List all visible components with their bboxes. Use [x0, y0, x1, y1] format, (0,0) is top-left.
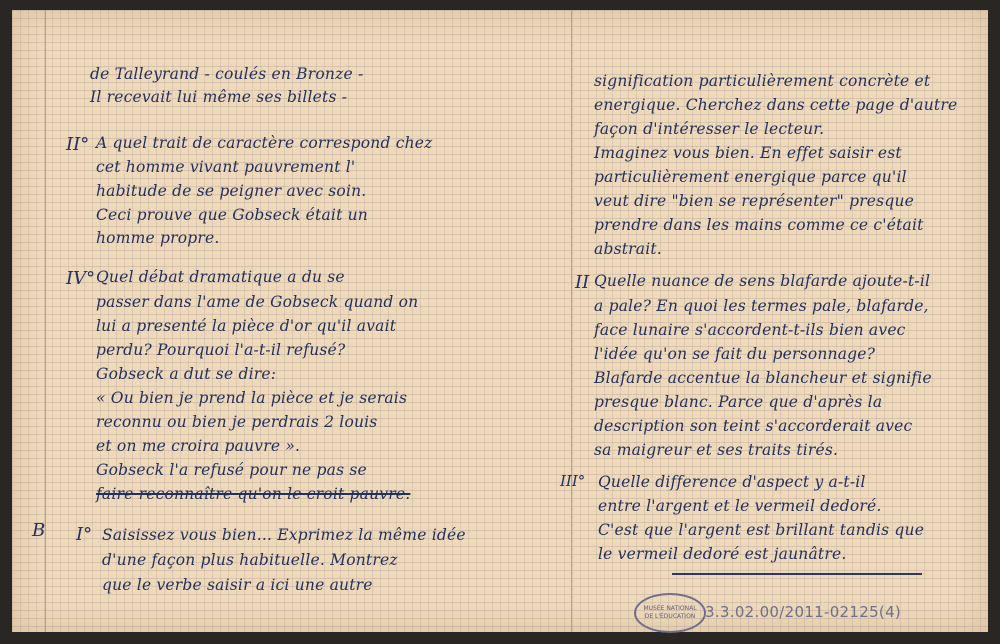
archive-reference: 3.3.02.00/2011-02125(4) [705, 603, 902, 621]
left-line-2: Il recevait lui même ses billets - [90, 88, 348, 106]
question-marker-i: I° [76, 524, 93, 545]
right-line-18: entre l'argent et le vermeil dedoré. [598, 497, 882, 515]
left-line-6: Ceci prouve que Gobseck était un [96, 206, 368, 224]
left-line-11: perdu? Pourquoi l'a-t-il refusé? [96, 341, 346, 359]
right-line-9: Quelle nuance de sens blafarde ajoute-t-il [594, 272, 931, 290]
right-line-11: face lunaire s'accordent-t-ils bien avec [594, 321, 906, 339]
left-line-12: Gobseck a dut se dire: [96, 365, 277, 383]
question-marker-right-iii: III° [560, 472, 586, 490]
closing-underline [672, 573, 922, 575]
right-line-6: veut dire "bien se représenter" presque [594, 192, 915, 210]
stamp-text-line2: DE L'ÉDUCATION [644, 613, 696, 620]
left-line-10: lui a presenté la pièce d'or qu'il avait [96, 317, 397, 335]
stamp-text-line1: MUSÉE NATIONAL [643, 605, 697, 612]
left-line-15: et on me croira pauvre ». [96, 437, 301, 455]
right-line-4: Imaginez vous bien. En effet saisir est [594, 144, 902, 162]
left-line-19: d'une façon plus habituelle. Montrez [102, 551, 398, 569]
right-line-8: abstrait. [594, 240, 662, 258]
right-line-19: C'est que l'argent est brillant tandis que [598, 521, 925, 539]
right-line-14: presque blanc. Parce que d'après la [594, 393, 883, 411]
left-line-14: reconnu ou bien je perdrais 2 louis [96, 413, 378, 431]
right-line-7: prendre dans les mains comme ce c'était [594, 216, 924, 234]
left-line-20: que le verbe saisir a ici une autre [102, 576, 373, 594]
left-line-1: de Talleyrand - coulés en Bronze - [90, 65, 364, 83]
notebook-sheet [12, 10, 988, 632]
right-line-16: sa maigreur et ses traits tirés. [594, 441, 839, 459]
left-line-16: Gobseck l'a refusé pour ne pas se [96, 461, 367, 479]
museum-stamp [634, 593, 706, 633]
left-line-3: A quel trait de caractère correspond chez [96, 134, 433, 152]
question-marker-iv: IV° [66, 268, 96, 289]
left-line-4: cet homme vivant pauvrement l' [96, 158, 356, 176]
right-line-12: l'idée qu'on se fait du personnage? [594, 345, 876, 363]
left-line-13: « Ou bien je prend la pièce et je serais [96, 389, 408, 407]
right-line-13: Blafarde accentue la blancheur et signifie [594, 369, 932, 387]
left-line-5: habitude de se peigner avec soin. [96, 182, 367, 200]
right-line-10: a pale? En quoi les termes pale, blafarde, [594, 297, 929, 315]
left-line-9: passer dans l'ame de Gobseck quand on [96, 293, 419, 311]
left-line-18: Saisissez vous bien... Exprimez la même idée [102, 526, 466, 544]
right-line-20: le vermeil dedoré est jaunâtre. [598, 545, 847, 563]
right-line-1: signification particulièrement concrète et [594, 72, 931, 90]
right-line-17: Quelle difference d'aspect y a-t-il [598, 473, 866, 491]
left-line-8: Quel débat dramatique a du se [96, 268, 345, 286]
left-line-17-crossed: faire reconnaître qu'on le croit pauvre. [96, 485, 411, 503]
question-marker-ii: II° [66, 134, 90, 155]
right-line-15: description son teint s'accorderait avec [594, 417, 913, 435]
center-margin-line [571, 10, 572, 632]
right-line-3: façon d'intéresser le lecteur. [594, 120, 825, 138]
section-marker-b: B [32, 520, 46, 541]
question-marker-right-ii: II [575, 272, 590, 293]
right-line-2: energique. Cherchez dans cette page d'autre [594, 96, 958, 114]
right-line-5: particulièrement energique parce qu'il [594, 168, 907, 186]
left-line-7: homme propre. [96, 229, 220, 247]
